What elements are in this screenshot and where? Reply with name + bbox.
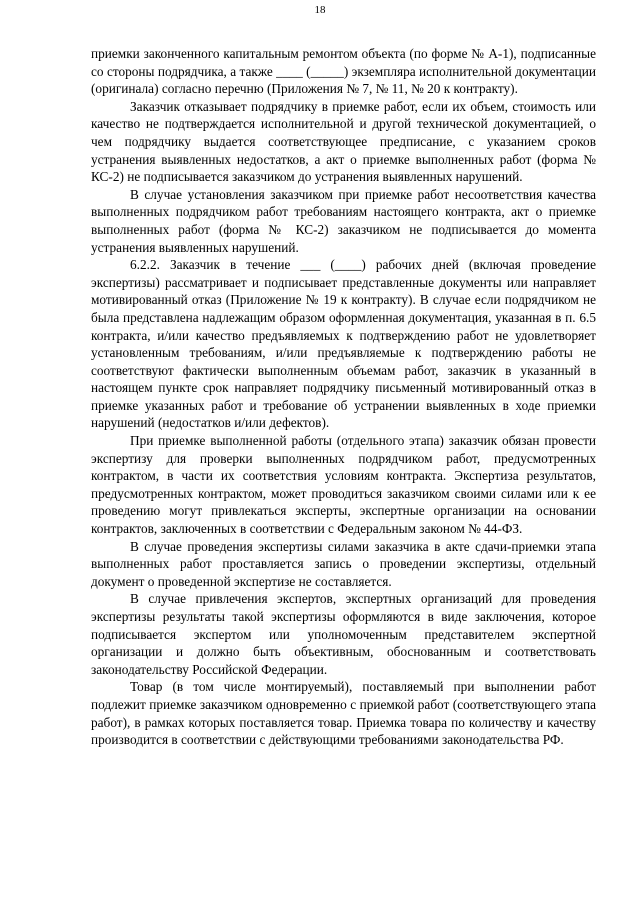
paragraph: В случае проведения экспертизы силами заказчика в акте сдачи-приемки этапа выполненных работ проставляется запись о проведении экспертизы, отдельный документ о проведенной экспертизе не составляется. [91, 538, 596, 589]
paragraph: В случае привлечения экспертов, экспертных организаций для проведения экспертизы результаты такой экспертизы оформляются в виде заключения, которое подписывается экспертом или уполномоченным представителем экспертной организации и должно быть объективным, обоснованным и соответствовать законодательству Российской Федерации. [91, 591, 596, 677]
paragraph: Товар (в том числе монтируемый), поставляемый при выполнении работ подлежит приемке заказчиком одновременно с приемкой работ (соответствующего этапа работ), в рамках которых поставляется товар. Приемка товара по количеству и качеству производится в соответствии с действующими требованиями законодательства РФ. [91, 679, 596, 748]
document-body [91, 45, 596, 749]
paragraph-continuation: приемки законченного капитальным ремонтом объекта (по форме № А-1), подписанные со стороны подрядчика, а также ____ (_____) экземпляра исполнительной документации (оригинала) согласно перечню (Приложения № 7, № 11, № 20 к контракту). [91, 46, 596, 97]
paragraph: Заказчик отказывает подрядчику в приемке работ, если их объем, стоимость или качество не подтверждается исполнительной и другой технической документацией, о чем подрядчику выдается соответствующее предписание, с указанием сроков устранения выявленных недостатков, а акт о приемке выполненных работ (форма № КС-2) не подписывается заказчиком до устранения выявленных нарушений. [91, 98, 596, 185]
page-number: 18 [314, 4, 326, 16]
paragraph: В случае установления заказчиком при приемке работ несоответствия качества выполненных подрядчиком работ требованиям настоящего контракта, акт о приемке выполненных работ (форма № КС-2) заказчиком не подписывается до момента устранения выявленных нарушений. [91, 186, 596, 255]
paragraph: При приемке выполненной работы (отдельного этапа) заказчик обязан провести экспертизу для проверки выполненных подрядчиком работ, предусмотренных контрактом, в части их соответствия условиям контракта. Экспертиза результатов, предусмотренных контрактом, может проводиться заказчиком своими силами или к ее проведению могут привлекаться эксперты, экспертные организации на основании контрактов, заключенных в соответствии с Федеральным законом № 44-ФЗ. [91, 433, 596, 537]
paragraph-clause-6-2-2: 6.2.2. Заказчик в течение ___ (____) рабочих дней (включая проведение экспертизы) рассматривает и подписывает представленные документы или направляет мотивированный отказ (Приложение № 19 к контракту). В случае если подрядчиком не была представлена надлежащим образом оформленная документация, указанная в п. 6.5 контракта, и/или качество предъявляемых к подтверждению работ не удовлетворяет установленным требованиям, и/или предъявляемые к подтверждению работы не соответствуют фактически выполненным объемам работ, заказчик в указанный в настоящем пункте срок направляет подрядчику письменный мотивированный отказ в приемке указанных работ и требование об устранении выявленных в ходе приемки нарушений (недостатков и/или дефектов). [91, 257, 596, 431]
